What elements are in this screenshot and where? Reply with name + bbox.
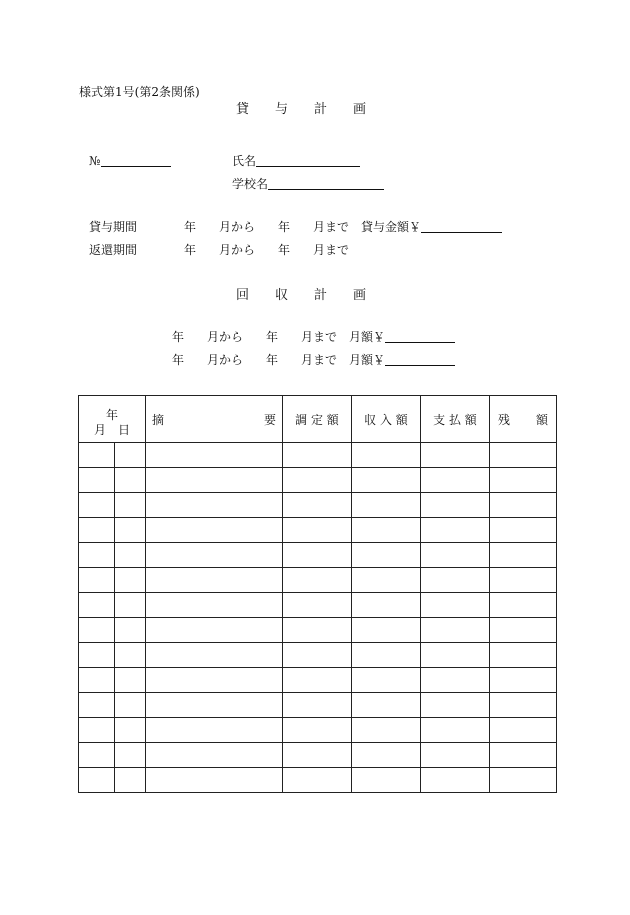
month-cell[interactable]	[79, 718, 115, 743]
month-cell[interactable]	[79, 693, 115, 718]
assessed-cell[interactable]	[283, 618, 352, 643]
received-cell[interactable]	[352, 443, 421, 468]
table-row	[79, 643, 557, 668]
assessed-cell[interactable]	[283, 493, 352, 518]
description-cell[interactable]	[146, 643, 283, 668]
received-cell[interactable]	[352, 518, 421, 543]
description-cell[interactable]	[146, 468, 283, 493]
balance-header-right: 額	[535, 412, 548, 427]
loan-period-label: 貸与期間	[89, 220, 138, 234]
balance-cell[interactable]	[490, 568, 557, 593]
month-cell[interactable]	[79, 768, 115, 793]
paid-cell[interactable]	[421, 568, 490, 593]
received-cell[interactable]	[352, 593, 421, 618]
received-cell[interactable]	[352, 543, 421, 568]
month-cell[interactable]	[79, 643, 115, 668]
table-row	[79, 693, 557, 718]
table-row	[79, 518, 557, 543]
ledger-table	[78, 395, 557, 793]
balance-header-left: 残	[498, 412, 511, 427]
day-cell[interactable]	[115, 593, 146, 618]
assessed-cell[interactable]	[283, 468, 352, 493]
table-row	[79, 568, 557, 593]
collection1-monthly-field[interactable]	[385, 342, 455, 343]
assessed-cell[interactable]	[283, 768, 352, 793]
month-cell[interactable]	[79, 568, 115, 593]
balance-cell[interactable]	[490, 693, 557, 718]
collection2-monthly-field[interactable]	[385, 365, 455, 366]
balance-cell[interactable]	[490, 618, 557, 643]
page-title: 貸 与 計 画	[236, 102, 367, 117]
month-cell[interactable]	[79, 743, 115, 768]
assessed-cell[interactable]	[283, 668, 352, 693]
paid-cell[interactable]	[421, 443, 490, 468]
assessed-cell[interactable]	[283, 718, 352, 743]
balance-cell[interactable]	[490, 718, 557, 743]
paid-cell[interactable]	[421, 543, 490, 568]
paid-cell[interactable]	[421, 593, 490, 618]
day-cell[interactable]	[115, 718, 146, 743]
date-header-month-day: 月 日	[93, 423, 130, 437]
description-cell[interactable]	[146, 618, 283, 643]
description-header-left: 摘	[152, 412, 165, 427]
day-cell[interactable]	[115, 643, 146, 668]
loan-start-month-label: 月から	[219, 220, 256, 234]
day-cell[interactable]	[115, 468, 146, 493]
balance-header	[490, 396, 557, 443]
collection2-end-year-label: 年	[266, 353, 279, 367]
table-row	[79, 443, 557, 468]
paid-cell[interactable]	[421, 693, 490, 718]
paid-amount-header: 支 払 額	[421, 396, 490, 443]
table-row	[79, 668, 557, 693]
balance-cell[interactable]	[490, 593, 557, 618]
month-cell[interactable]	[79, 443, 115, 468]
balance-cell[interactable]	[490, 643, 557, 668]
description-cell[interactable]	[146, 493, 283, 518]
description-cell[interactable]	[146, 568, 283, 593]
table-row	[79, 493, 557, 518]
no-field[interactable]	[101, 166, 171, 167]
day-cell[interactable]	[115, 568, 146, 593]
description-cell[interactable]	[146, 518, 283, 543]
received-amount-header: 収 入 額	[352, 396, 421, 443]
month-cell[interactable]	[79, 668, 115, 693]
collection1-start-month-label: 月から	[207, 330, 244, 344]
balance-cell[interactable]	[490, 468, 557, 493]
received-cell[interactable]	[352, 718, 421, 743]
loan-end-year-label: 年	[278, 220, 291, 234]
assessed-cell[interactable]	[283, 743, 352, 768]
table-row	[79, 543, 557, 568]
description-cell[interactable]	[146, 768, 283, 793]
assessed-cell[interactable]	[283, 693, 352, 718]
section-subtitle: 回 収 計 画	[236, 288, 367, 303]
assessed-cell[interactable]	[283, 643, 352, 668]
loan-start-year-label: 年	[184, 220, 197, 234]
table-header-row	[79, 396, 557, 443]
collection2-start-month-label: 月から	[207, 353, 244, 367]
received-cell[interactable]	[352, 493, 421, 518]
assessed-cell[interactable]	[283, 543, 352, 568]
ledger-body	[79, 443, 557, 793]
description-cell[interactable]	[146, 593, 283, 618]
repay-start-year-label: 年	[184, 243, 197, 257]
assessed-cell[interactable]	[283, 593, 352, 618]
table-row	[79, 618, 557, 643]
form-number: 様式第1号(第2条関係)	[79, 85, 200, 99]
received-cell[interactable]	[352, 668, 421, 693]
date-header	[79, 396, 146, 443]
loan-amount-field[interactable]	[421, 232, 502, 233]
received-cell[interactable]	[352, 468, 421, 493]
month-cell[interactable]	[79, 493, 115, 518]
description-header-right: 要	[263, 412, 276, 427]
received-cell[interactable]	[352, 768, 421, 793]
received-cell[interactable]	[352, 693, 421, 718]
paid-cell[interactable]	[421, 468, 490, 493]
description-header	[146, 396, 283, 443]
school-label: 学校名	[232, 177, 269, 191]
month-cell[interactable]	[79, 618, 115, 643]
month-cell[interactable]	[79, 593, 115, 618]
balance-cell[interactable]	[490, 443, 557, 468]
month-cell[interactable]	[79, 543, 115, 568]
repay-start-month-label: 月から	[219, 243, 256, 257]
paid-cell[interactable]	[421, 518, 490, 543]
balance-cell[interactable]	[490, 668, 557, 693]
collection2-start-year-label: 年	[172, 353, 185, 367]
month-cell[interactable]	[79, 468, 115, 493]
description-cell[interactable]	[146, 743, 283, 768]
balance-cell[interactable]	[490, 768, 557, 793]
name-label: 氏名	[232, 154, 257, 168]
day-cell[interactable]	[115, 443, 146, 468]
assessed-amount-header: 調 定 額	[283, 396, 352, 443]
paid-cell[interactable]	[421, 493, 490, 518]
school-field[interactable]	[268, 189, 384, 190]
description-cell[interactable]	[146, 693, 283, 718]
received-cell[interactable]	[352, 743, 421, 768]
description-cell[interactable]	[146, 443, 283, 468]
balance-cell[interactable]	[490, 543, 557, 568]
day-cell[interactable]	[115, 668, 146, 693]
collection1-monthly-label: 月額￥	[349, 330, 386, 344]
assessed-cell[interactable]	[283, 443, 352, 468]
day-cell[interactable]	[115, 618, 146, 643]
day-cell[interactable]	[115, 518, 146, 543]
collection2-end-month-label: 月まで	[301, 353, 338, 367]
received-cell[interactable]	[352, 568, 421, 593]
day-cell[interactable]	[115, 693, 146, 718]
table-row	[79, 468, 557, 493]
date-header-year: 年	[105, 408, 118, 422]
paid-cell[interactable]	[421, 668, 490, 693]
balance-cell[interactable]	[490, 493, 557, 518]
day-cell[interactable]	[115, 768, 146, 793]
table-row	[79, 593, 557, 618]
table-row	[79, 768, 557, 793]
paid-cell[interactable]	[421, 768, 490, 793]
description-cell[interactable]	[146, 668, 283, 693]
collection1-start-year-label: 年	[172, 330, 185, 344]
repay-end-month-label: 月まで	[313, 243, 350, 257]
collection1-end-month-label: 月まで	[301, 330, 338, 344]
collection1-end-year-label: 年	[266, 330, 279, 344]
repay-period-label: 返還期間	[89, 243, 138, 257]
repay-end-year-label: 年	[278, 243, 291, 257]
table-row	[79, 743, 557, 768]
loan-end-month-label: 月まで	[313, 220, 350, 234]
description-cell[interactable]	[146, 718, 283, 743]
no-label: №	[89, 154, 101, 168]
loan-amount-label: 貸与金額￥	[361, 220, 422, 234]
description-cell[interactable]	[146, 543, 283, 568]
month-cell[interactable]	[79, 518, 115, 543]
balance-cell[interactable]	[490, 518, 557, 543]
paid-cell[interactable]	[421, 718, 490, 743]
day-cell[interactable]	[115, 493, 146, 518]
table-row	[79, 718, 557, 743]
assessed-cell[interactable]	[283, 518, 352, 543]
day-cell[interactable]	[115, 543, 146, 568]
assessed-cell[interactable]	[283, 568, 352, 593]
collection2-monthly-label: 月額￥	[349, 353, 386, 367]
paid-cell[interactable]	[421, 618, 490, 643]
received-cell[interactable]	[352, 643, 421, 668]
day-cell[interactable]	[115, 743, 146, 768]
paid-cell[interactable]	[421, 643, 490, 668]
paid-cell[interactable]	[421, 743, 490, 768]
name-field[interactable]	[256, 166, 360, 167]
balance-cell[interactable]	[490, 743, 557, 768]
received-cell[interactable]	[352, 618, 421, 643]
